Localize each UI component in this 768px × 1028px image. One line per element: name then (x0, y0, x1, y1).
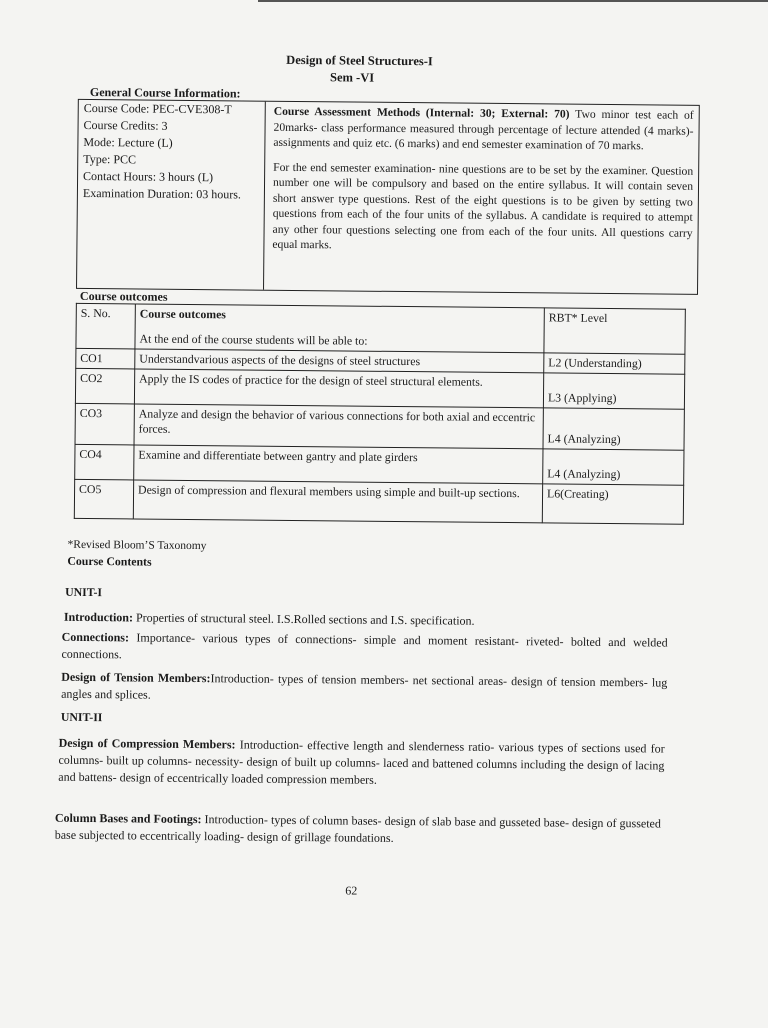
co-text: Examine and differentiate between gantry and plate girders (134, 445, 543, 484)
tension-text: Introduction- types of tension members- net sectional areas- design of tension members- lug angles and splices. (61, 671, 668, 702)
course-outcomes-heading: Course outcomes (79, 288, 168, 304)
co-id: CO2 (75, 368, 134, 404)
page-number: 62 (345, 883, 358, 898)
contact-hours: Contact Hours: 3 hours (L) (83, 168, 214, 185)
introduction-heading: Introduction: (63, 609, 134, 625)
compression-heading: Design of Compression Members: (58, 735, 236, 752)
outcomes-intro: At the end of the course students will be able to: (139, 331, 368, 348)
co-id: CO5 (74, 479, 133, 519)
table-row (75, 444, 684, 485)
co-level: L4 (Analyzing) (543, 449, 684, 485)
outcomes-header: Course outcomes (139, 306, 227, 322)
assessment-text: Two minor test each of 20marks- class performance measured through percentage of lecture attended (4 marks)- assignments and quiz etc. (6 marks) and end semester examination of 70 marks. (273, 107, 694, 153)
unit-1-heading: UNIT-I (65, 584, 103, 600)
course-credits: Course Credits: 3 (83, 117, 168, 133)
rbt-header: RBT* Level (544, 308, 685, 354)
connections-heading: Connections: (61, 629, 130, 645)
general-info-heading: General Course Information: (89, 85, 241, 101)
tension-paragraph (61, 669, 667, 709)
exam-duration: Examination Duration: 03 hours. (82, 185, 241, 202)
column-bases-heading: Column Bases and Footings: (54, 810, 202, 827)
co-level: L2 (Understanding) (544, 353, 685, 374)
co-id: CO4 (75, 444, 134, 480)
introduction-paragraph (64, 609, 664, 632)
course-mode: Mode: Lecture (L) (83, 134, 173, 150)
assessment-heading: Course Assessment Methods (Internal: 30; External: 70) (273, 104, 570, 121)
unit-2-heading: UNIT-II (60, 709, 103, 725)
table-divider (263, 102, 266, 290)
co-text: Analyze and design the behavior of various connections for both axial and eccentric forces. (134, 404, 543, 449)
course-code: Course Code: PEC-CVE308-T (83, 100, 232, 117)
table-header-row (76, 303, 685, 354)
co-text: Apply the IS codes of practice for the design of steel structural elements. (134, 369, 543, 408)
table-row (75, 368, 684, 409)
course-outcomes-table (74, 303, 686, 525)
column-bases-paragraph (55, 810, 661, 850)
compression-paragraph (58, 735, 664, 792)
course-type: Type: PCC (83, 151, 137, 167)
column-bases-text: Introduction- types of column bases- design of slab base and gusseted base- design of gusseted base subjected to eccentrically loading- design of grillage foundations. (54, 812, 661, 845)
connections-text: Importance- various types of connections- simple and moment resistant- riveted- bolted and welded connections. (61, 630, 668, 662)
assessment-details (272, 104, 693, 266)
co-text: Design of compression and flexural members using simple and built-up sections. (133, 480, 542, 523)
table-row (75, 403, 684, 450)
introduction-text: Properties of structural steel. I.S.Rolled sections and I.S. specification. (135, 610, 475, 628)
table-row (74, 479, 683, 524)
co-text: Understandvarious aspects of the designs of steel structures (135, 349, 544, 373)
co-id: CO1 (76, 348, 135, 369)
co-level: L6(Creating) (542, 484, 683, 524)
course-contents-heading: Course Contents (67, 553, 152, 569)
rbt-footnote: *Revised Bloom’S Taxonomy (67, 538, 207, 553)
document-title: Design of Steel Structures-I (286, 52, 433, 69)
course-details (83, 100, 242, 204)
general-info-table (76, 99, 700, 295)
semester-label: Sem -VI (329, 70, 375, 85)
co-level: L4 (Analyzing) (543, 408, 684, 450)
exam-paragraph: For the end semester examination- nine questions are to be set by the examiner. Question number one will be compulsory and based on the entire syllabus. It will contain seven short answer type questions. Rest of the eight questions is to be given by setting two questions from each of the four units of the syllabus. A candidate is required to attempt any other four questions selecting one from each of the four units. All questions carry equal marks. (272, 160, 694, 252)
outcomes-header-cell (135, 304, 544, 353)
co-level: L3 (Applying) (543, 373, 684, 409)
co-id: CO3 (75, 403, 134, 445)
compression-text: Introduction- effective length and slenderness ratio- various types of sections used for columns- built up columns- necessity- design of built up columns- laced and battened columns including the design of lacing and battens- design of eccentrically loaded compression members. (58, 737, 665, 787)
tension-heading: Design of Tension Members: (61, 669, 211, 686)
assessment-paragraph (273, 104, 693, 155)
sno-header: S. No. (76, 303, 135, 349)
connections-paragraph (61, 629, 667, 669)
